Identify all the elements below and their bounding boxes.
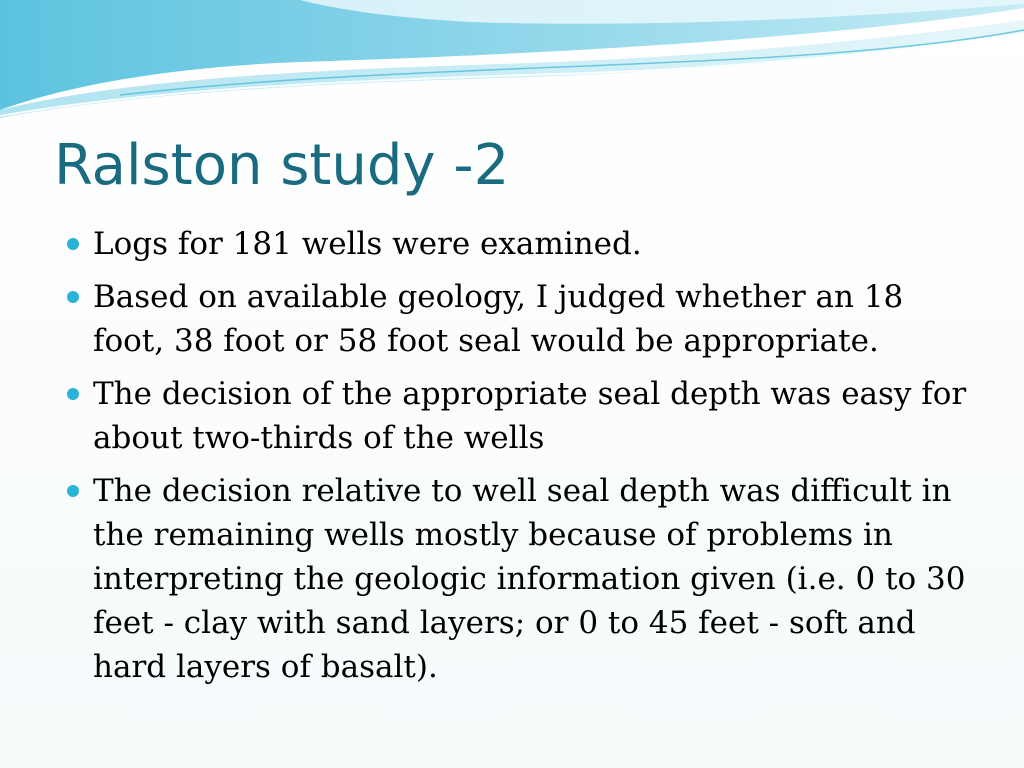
slide-title: Ralston study -2 [54,133,510,198]
header-wave-decoration [0,0,1024,130]
bullet-text: The decision relative to well seal depth was difficult in the remaining wells mostly because of problems in interpreting the geologic information given (i.e. 0 to 30 feet - clay with sand layers; or 0 to 45 feet - soft and hard layers of basalt). [93,473,966,685]
bullet-text: Logs for 181 wells were examined. [93,226,642,262]
bullet-list [64,222,984,698]
bullet-dot-icon [67,238,79,250]
bullet-dot-icon [67,388,79,400]
bullet-dot-icon [67,485,79,497]
bullet-item [64,222,984,266]
bullet-item [64,372,984,460]
bullet-dot-icon [67,291,79,303]
bullet-item [64,275,984,363]
bullet-text: Based on available geology, I judged whether an 18 foot, 38 foot or 58 foot seal would be appropriate. [93,279,904,359]
bullet-item [64,469,984,689]
bullet-text: The decision of the appropriate seal depth was easy for about two-thirds of the wells [93,376,967,456]
